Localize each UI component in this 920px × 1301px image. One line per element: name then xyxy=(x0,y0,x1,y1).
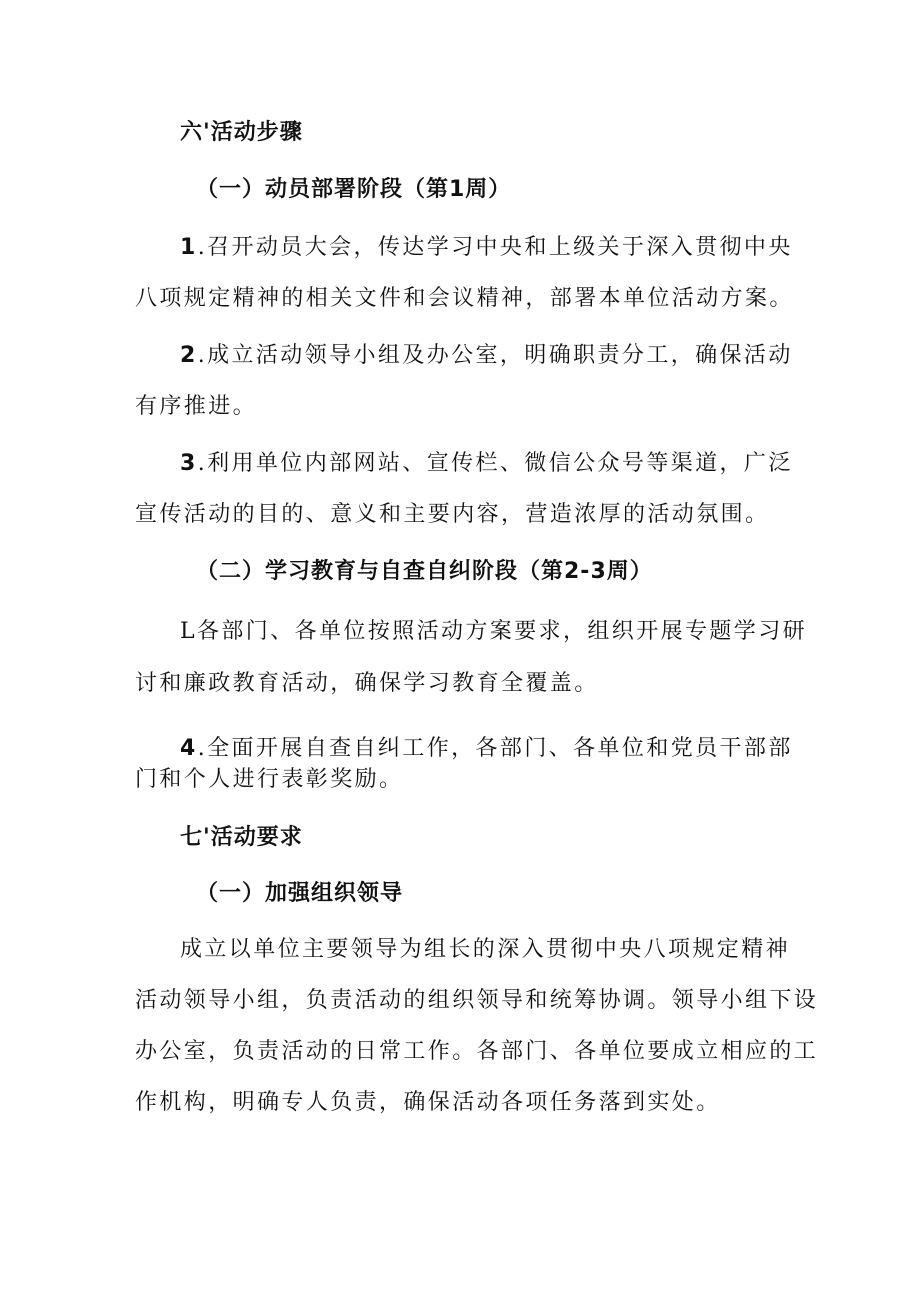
section-six-heading: 六'活动步骤 xyxy=(180,120,303,145)
seven-para-line-2: 活动领导小组，负责活动的组织领导和统筹协调。领导小组下设 xyxy=(135,988,819,1013)
item-2-line-2: 有序推进。 xyxy=(135,394,258,419)
item-1-number: 1 xyxy=(180,235,198,260)
section-six-sub2-heading: （二）学习教育与自查自纠阶段（第2-3周） xyxy=(196,559,653,584)
item-2-line-1 xyxy=(0,341,920,371)
sub2-item-1-line-1: L各部门、各单位按照活动方案要求，组织开展专题学习研 xyxy=(180,619,808,644)
item-3-text-1: .利用单位内部网站、宣传栏、微信公众号等渠道，广泛 xyxy=(197,451,793,476)
item-3-line-2: 宣传活动的目的、意义和主要内容，营造浓厚的活动氛围。 xyxy=(135,502,770,527)
item-2-number: 2 xyxy=(180,343,198,368)
item-1-line-1 xyxy=(0,233,920,263)
item-3-number: 3 xyxy=(180,451,198,476)
section-six-sub1-heading: （一）动员部署阶段（第1周） xyxy=(196,177,512,202)
seven-para-line-3: 办公室，负责活动的日常工作。各部门、各单位要成立相应的工 xyxy=(135,1039,819,1064)
sub2-item-4-line-1 xyxy=(0,734,920,764)
item-1-line-2: 八项规定精神的相关文件和会议精神，部署本单位活动方案。 xyxy=(135,286,794,311)
seven-para-line-4: 作机构，明确专人负责，确保活动各项任务落到实处。 xyxy=(135,1090,721,1115)
item-3-line-1 xyxy=(0,449,920,479)
sub2-item-1-line-2: 讨和廉政教育活动，确保学习教育全覆盖。 xyxy=(135,671,599,696)
section-seven-heading: 七'活动要求 xyxy=(180,825,303,850)
sub2-item-4-text-1: .全面开展自查自纠工作，各部门、各单位和党员干部部 xyxy=(197,736,793,761)
seven-para-line-1: 成立以单位主要领导为组长的深入贯彻中央八项规定精神 xyxy=(180,937,791,962)
section-seven-sub1-heading: （一）加强组织领导 xyxy=(196,881,404,906)
item-2-text-1: .成立活动领导小组及办公室，明确职责分工，确保活动 xyxy=(197,343,793,368)
sub2-item-4-number: 4 xyxy=(180,736,198,761)
sub2-item-4-line-2: 门和个人进行表彰奖励。 xyxy=(135,767,404,792)
item-1-text-1: .召开动员大会，传达学习中央和上级关于深入贯彻中央 xyxy=(197,235,793,260)
